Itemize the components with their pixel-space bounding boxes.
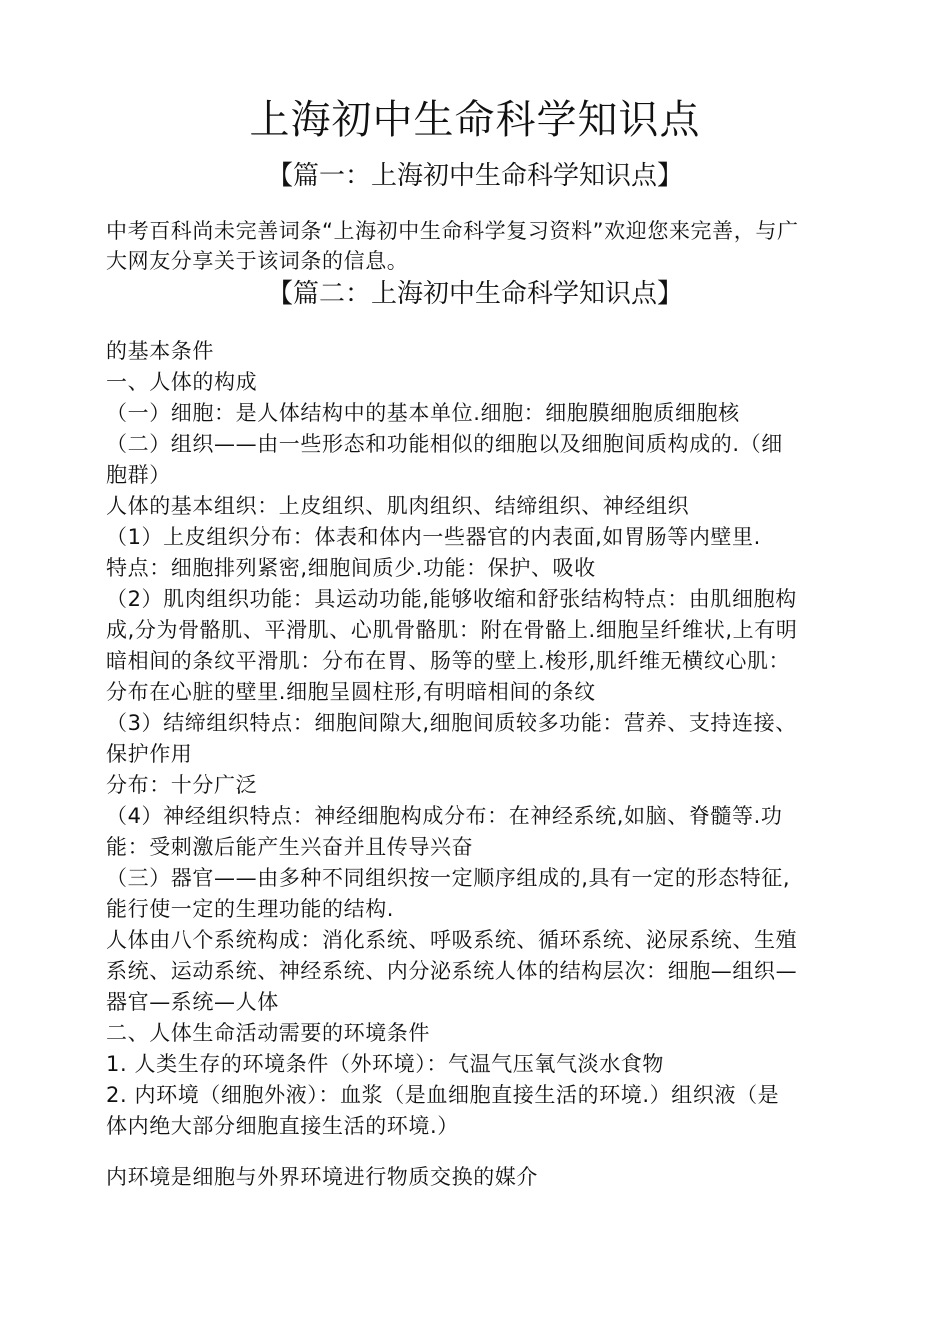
body-line: （4）神经组织特点：神经细胞构成分布：在神经系统,如脑、脊髓等.功 (106, 804, 783, 828)
body-line: 人体的基本组织：上皮组织、肌肉组织、结缔组织、神经组织 (106, 494, 690, 518)
body-line: 内环境是细胞与外界环境进行物质交换的媒介 (106, 1165, 538, 1189)
intro-line: 大网友分享关于该词条的信息。 (106, 249, 409, 273)
body-line: 特点：细胞排列紧密,细胞间质少.功能：保护、吸收 (106, 556, 596, 580)
body-line: 2. 内环境（细胞外液）：血浆（是血细胞直接生活的环境.）组织液（是 (106, 1083, 780, 1107)
body-line: 成,分为骨骼肌、平滑肌、心肌骨骼肌：附在骨骼上.细胞呈纤维状,上有明 (106, 618, 798, 642)
body-line: 保护作用 (106, 742, 193, 766)
body-line: 体内绝大部分细胞直接生活的环境.） (106, 1114, 459, 1138)
body-line: 系统、运动系统、神经系统、内分泌系统人体的结构层次：细胞—组织— (106, 959, 798, 983)
body-line: 人体由八个系统构成：消化系统、呼吸系统、循环系统、泌尿系统、生殖 (106, 928, 798, 952)
body-line: 分布：十分广泛 (106, 773, 258, 797)
body-line: 1. 人类生存的环境条件（外环境）：气温气压氧气淡水食物 (106, 1052, 665, 1076)
body-line: 能行使一定的生理功能的结构. (106, 897, 395, 921)
body-line: 器官—系统—人体 (106, 990, 279, 1014)
document-title: 上海初中生命科学知识点 (249, 97, 701, 143)
body-line: （三）器官——由多种不同组织按一定顺序组成的,具有一定的形态特征, (106, 866, 791, 890)
section-heading-1: 【篇一：上海初中生命科学知识点】 (266, 161, 683, 191)
body-line: （2）肌肉组织功能：具运动功能,能够收缩和舒张结构特点：由肌细胞构 (106, 587, 797, 611)
body-line: 一、人体的构成 (106, 370, 258, 394)
body-line: 二、人体生命活动需要的环境条件 (106, 1021, 430, 1045)
body-line: （3）结缔组织特点：细胞间隙大,细胞间质较多功能：营养、支持连接、 (106, 711, 797, 735)
section-heading-2: 【篇二：上海初中生命科学知识点】 (266, 279, 683, 309)
body-line: 暗相间的条纹平滑肌：分布在胃、肠等的壁上.梭形,肌纤维无横纹心肌： (106, 649, 791, 673)
body-line: 能：受刺激后能产生兴奋并且传导兴奋 (106, 835, 474, 859)
body-line: 分布在心脏的壁里.细胞呈圆柱形,有明暗相间的条纹 (106, 680, 596, 704)
body-line: （二）组织——由一些形态和功能相似的细胞以及细胞间质构成的.（细 (106, 432, 783, 456)
intro-line: 中考百科尚未完善词条“上海初中生命科学复习资料”欢迎您来完善，与广 (106, 219, 799, 243)
body-line: 胞群） (106, 463, 171, 487)
body-line: （1）上皮组织分布：体表和体内一些器官的内表面,如胃肠等内壁里. (106, 525, 761, 549)
body-line: 的基本条件 (106, 339, 214, 363)
body-line: （一）细胞：是人体结构中的基本单位.细胞：细胞膜细胞质细胞核 (106, 401, 740, 425)
